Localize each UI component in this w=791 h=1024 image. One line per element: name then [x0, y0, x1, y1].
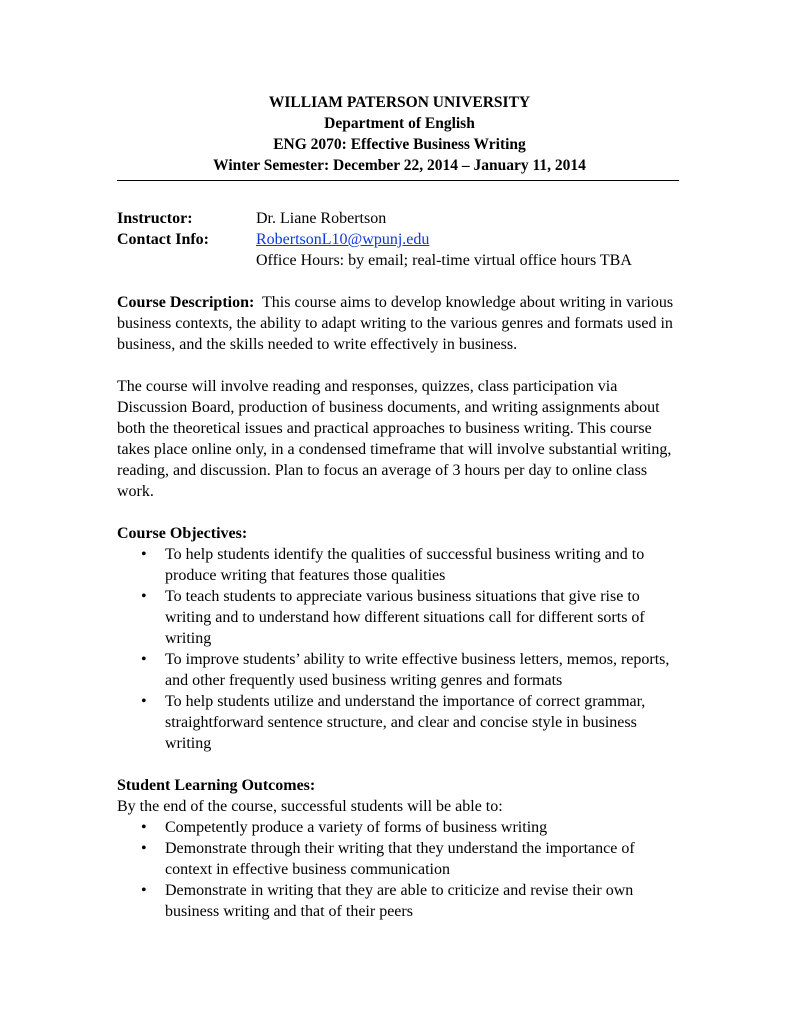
list-item: • Demonstrate in writing that they are able to criticize and revise their own business writing and that of their peers [117, 880, 682, 922]
outcomes-heading: Student Learning Outcomes: [117, 777, 316, 794]
outcomes-list [117, 817, 682, 922]
instructor-label: Instructor: [117, 210, 193, 227]
outcomes-intro: By the end of the course, successful students will be able to: [117, 798, 503, 815]
contact-info-row [117, 229, 682, 250]
objectives-list [117, 544, 682, 754]
office-hours-row [117, 250, 682, 271]
contact-info-label: Contact Info: [117, 231, 209, 248]
office-hours-spacer [117, 250, 256, 271]
university-name: WILLIAM PATERSON UNIVERSITY [268, 94, 531, 111]
course-description-paragraph [117, 292, 682, 355]
course-description-label: Course Description: [117, 294, 255, 311]
course-description [117, 292, 682, 355]
instructor-name: Dr. Liane Robertson [256, 210, 387, 227]
list-item: • Demonstrate through their writing that they understand the importance of context in effective business communication [117, 838, 682, 880]
contact-email-wrap [256, 229, 429, 250]
course-title: ENG 2070: Effective Business Writing [273, 136, 526, 153]
department-name: Department of English [324, 115, 475, 132]
instructor-email-link[interactable]: RobertsonL10@wpunj.edu [256, 231, 430, 248]
course-description-text: This course aims to develop knowledge about writing in various business contexts, the ability to adapt writing to the various genres and formats used in business, and the skills needed to write effectively in business. [117, 294, 674, 353]
list-item: • Competently produce a variety of forms of business writing [117, 817, 682, 838]
learning-outcomes [117, 775, 682, 922]
course-format-paragraph: The course will involve reading and responses, quizzes, class participation via Discussion Board, production of business documents, and writing assignments about both the theoretical issues and practical approaches to business writing. This course takes place online only, in a condensed timeframe that will involve substantial writing, reading, and discussion. Plan to focus an average of 3 hours per day to online class work. [117, 378, 672, 500]
list-item: • To improve students’ ability to write effective business letters, memos, reports, and other frequently used business writing genres and formats [117, 649, 682, 691]
list-item: • To help students identify the qualities of successful business writing and to produce writing that features those qualities [117, 544, 682, 586]
instructor-row [117, 208, 682, 229]
semester-dates: Winter Semester: December 22, 2014 – January 11, 2014 [213, 157, 586, 174]
course-objectives [117, 523, 682, 754]
objectives-heading: Course Objectives: [117, 525, 248, 542]
course-format [117, 376, 682, 502]
header-divider [117, 180, 679, 181]
syllabus-header [117, 92, 682, 176]
list-item: • To help students utilize and understand the importance of correct grammar, straightforward sentence structure, and clear and concise style in business writing [117, 691, 682, 754]
syllabus-page [117, 92, 682, 922]
list-item: • To teach students to appreciate various business situations that give rise to writing and to understand how different situations call for different sorts of writing [117, 586, 682, 649]
office-hours: Office Hours: by email; real-time virtual office hours TBA [256, 252, 632, 269]
contact-block [117, 208, 682, 271]
